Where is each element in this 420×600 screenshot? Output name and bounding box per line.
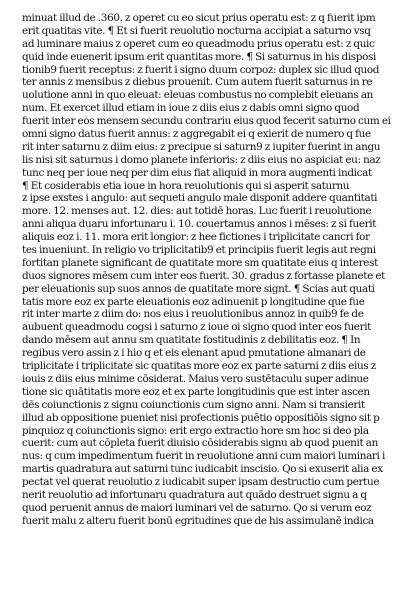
text-line: erit quatitas vite. ¶ Et si fuerit reuolutio nocturna accipiat a saturno vsq xyxy=(22,24,371,37)
text-line xyxy=(22,553,410,566)
text-line: rit inter saturnu z diim eius: z precipue si saturn9 z iupiter fuerint in angu xyxy=(22,140,381,153)
text-line: per eleuationis sup suos annos de quatitate more signt. ¶ Scias aut quati xyxy=(22,282,375,295)
text-line: ter annis z mensibus z diebus prouenit. Cum autem fuerit saturnus in re xyxy=(22,76,373,89)
text-line: illud ab oppositione pueniet nisi profectionis puētio oppositiōis signo sit p xyxy=(22,411,380,424)
text-line: ad luminare maius z operet cum eo queadmodu prius operatu est: z quic xyxy=(22,37,375,50)
text-line xyxy=(22,541,410,554)
text-line: omni signo datus fuerit annus: z aggregabit ei q exierit de numero q fue xyxy=(22,128,371,141)
text-line: dēs coiunctionis z signu coiunctionis cum signo anni. Nam si transierit xyxy=(22,398,365,411)
text-line: tionib9 fuerit receptus: z fuerit i signo duum corpoz: duplex sic illud quod xyxy=(22,63,380,76)
text-line: martis quadratura aut saturni tunc iudicabit inscisio. Qo si exuserit alia ex xyxy=(22,463,383,476)
text-line xyxy=(22,528,410,541)
text-line: num. Et exercet illud etiam in ioue z diis eius z dabis omni signo quod xyxy=(22,102,360,115)
text-line: duos signores mēsem cum inter eos fuerit. 30. gradus z fortasse planete et xyxy=(22,269,385,282)
text-line: fortitan planete significant de quatitate more sm quatitate eius q interest xyxy=(22,256,378,269)
text-line: z ipse exstes i angulo: aut sequeti angulo male disponit addere quantitati xyxy=(22,192,378,205)
latin-text-block xyxy=(22,12,410,566)
text-line: regibus vero assin z i hio q et eis elenant apud pmutatione almanari de xyxy=(22,347,366,360)
text-line: tunc neq per ioue neq per dim eius fiat aliquid in mora augmenti indicat xyxy=(22,166,372,179)
text-line: aliquis eoz i. 11. mora erit longior: z hee fictiones i triplicitate cancri for xyxy=(22,231,370,244)
text-line: aubuent queadmodu cogsi i saturno z ioue oi signo quod inter eos fuerit xyxy=(22,321,372,334)
text-line: tione sic quātitatis more eoz et ex parte longitudinis que est inter ascen xyxy=(22,385,370,398)
text-line: nerit reuolutio ad infortunaru quadratura aut quādo destruet signu a q xyxy=(22,488,367,501)
text-line: ¶ Et cosiderabis etia ioue in hora reuolutionis qui si asperit saturnu xyxy=(22,179,350,192)
text-line: fuerit malu z alteru fuerit bonū egritudines que de his assimulanē indica xyxy=(22,514,374,527)
text-line: fuerit inter eos mensem secundu contrariu eius quod fecerit saturno cum ei xyxy=(22,115,391,128)
text-line: rit inter marte z diim do: nos eius i reuolutionibus annoz in quib9 fe de xyxy=(22,308,364,321)
text-line: pectat vel querat reuolutio z iudicabit super ipsam destructio cum pertue xyxy=(22,476,380,489)
text-line: tatis more eoz ex parte eleuationis eoz adinuenit p longitudine que fue xyxy=(22,295,365,308)
text-line: more. 12. menses aut. 12. dies: aut totidē horas. Luc fuerit i reuolutione xyxy=(22,205,372,218)
text-line: tes inueniunt. In religio vo triplicitatib9 et principiis fuerit legis aut regni xyxy=(22,244,376,257)
text-line: iouis z diis eius minime cōsiderat. Maius vero sustētaculu super adinue xyxy=(22,372,369,385)
text-line: minuat illud de .360. z operet cu eo sicut prius operatu est: z q fuerit ipm xyxy=(22,12,376,24)
text-line: quod peruenit annus de maiori luminari vel de saturno. Qo si verum eoz xyxy=(22,501,372,514)
text-line: anni aliqua duaru infortunaru i. 10. couertamus annos i mēses: z si fuerit xyxy=(22,218,377,231)
text-line: dando mēsem aut annu sm quatitate fostitudinis z debilitatis eoz. ¶ In xyxy=(22,334,361,347)
text-line: quid inde euenerit ipsum erit quantitas more. ¶ Si saturnus in his disposi xyxy=(22,50,376,63)
text-line: triplicitate i triplicitate sic quatitas more eoz ex parte saturni z diis eius z xyxy=(22,360,376,373)
text-line: nus: q cum impedimentum fuerit in reuolutione anni cum maiori luminari i xyxy=(22,450,385,463)
text-line: uolutione anni in quo eleuat: eleuas combustus no complebit eleuans an xyxy=(22,89,374,102)
text-line: lis nisi sit saturnus i domo planete inferioris: z diis eius no aspiciat eu: naz xyxy=(22,153,381,166)
text-line: cuerit: cum aut cōpleta fuerit diuisio cōsiderabis signu ab quod puenit an xyxy=(22,437,378,450)
text-line: pinquioz q coiunctionis signo: erit ergo extractio hore sm hoc si deo pla xyxy=(22,424,369,437)
